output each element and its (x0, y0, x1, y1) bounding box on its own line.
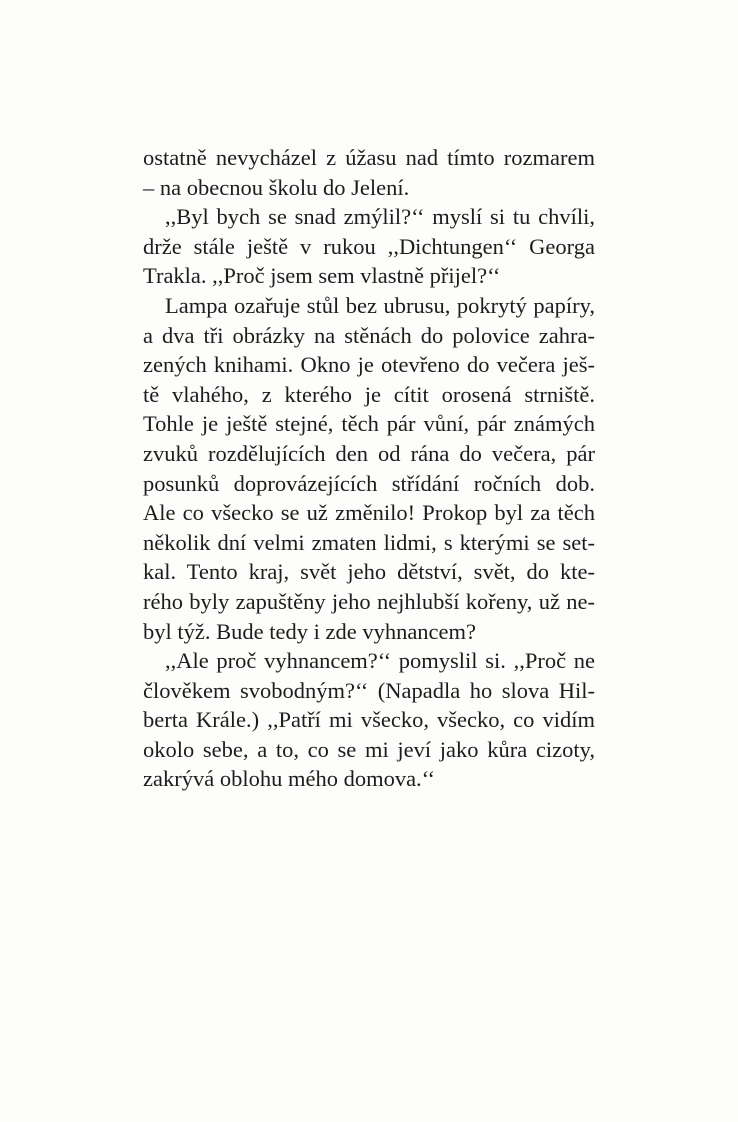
text-line: Trakla. ,,Proč jsem sem vlastně přijel?‘‘ (143, 263, 501, 289)
text-line: ,,Byl bych se snad zmýlil?‘‘ myslí si tu chvíli, (165, 204, 595, 230)
text-line: tě vlahého, z kterého je cítit orosená strniště. (143, 381, 595, 407)
text-line: a dva tři obrázky na stěnách do polovice zahra- (143, 322, 595, 348)
paragraph-4 (143, 646, 595, 794)
paragraph-2 (143, 202, 595, 291)
text-line: ostatně nevycházel z úžasu nad tímto rozmarem (143, 145, 595, 170)
body-text (143, 143, 595, 794)
text-line: Tohle je ještě stejné, těch pár vůní, pár známých (143, 411, 595, 437)
text-line: byl týž. Bude tedy i zde vyhnancem? (143, 618, 477, 644)
text-line: kal. Tento kraj, svět jeho dětství, svět, do kte- (143, 559, 595, 585)
paragraph-3 (143, 291, 595, 646)
text-line: několik dní velmi zmaten lidmi, s kterými se set- (143, 529, 595, 555)
text-line: berta Krále.) ,,Patří mi všecko, všecko, co vidím (143, 707, 595, 733)
text-line: zakrývá oblohu mého domova.‘‘ (143, 766, 435, 792)
text-line: zených knihami. Okno je otevřeno do večera ješ- (143, 352, 595, 378)
text-line: ,,Ale proč vyhnancem?‘‘ pomyslil si. ,,Proč ne (165, 648, 595, 674)
text-line: drže stále ještě v rukou ,,Dichtungen‘‘ Georga (143, 233, 595, 259)
text-line: zvuků rozdělujících den od rána do večera, pár (143, 440, 595, 466)
text-line: člověkem svobodným?‘‘ (Napadla ho slova Hil- (143, 677, 595, 703)
text-line: Lampa ozařuje stůl bez ubrusu, pokrytý papíry, (165, 292, 595, 318)
text-line: Ale co všecko se už změnilo! Prokop byl za těch (143, 500, 595, 526)
text-line: posunků doprovázejících střídání ročních dob. (143, 470, 595, 496)
text-line: rého byly zapuštěny jeho nejhlubší kořeny, už ne- (143, 588, 595, 614)
text-line: – na obecnou školu do Jelení. (143, 174, 410, 200)
text-line: okolo sebe, a to, co se mi jeví jako kůra cizoty, (143, 736, 595, 762)
paragraph-1 (143, 143, 595, 202)
